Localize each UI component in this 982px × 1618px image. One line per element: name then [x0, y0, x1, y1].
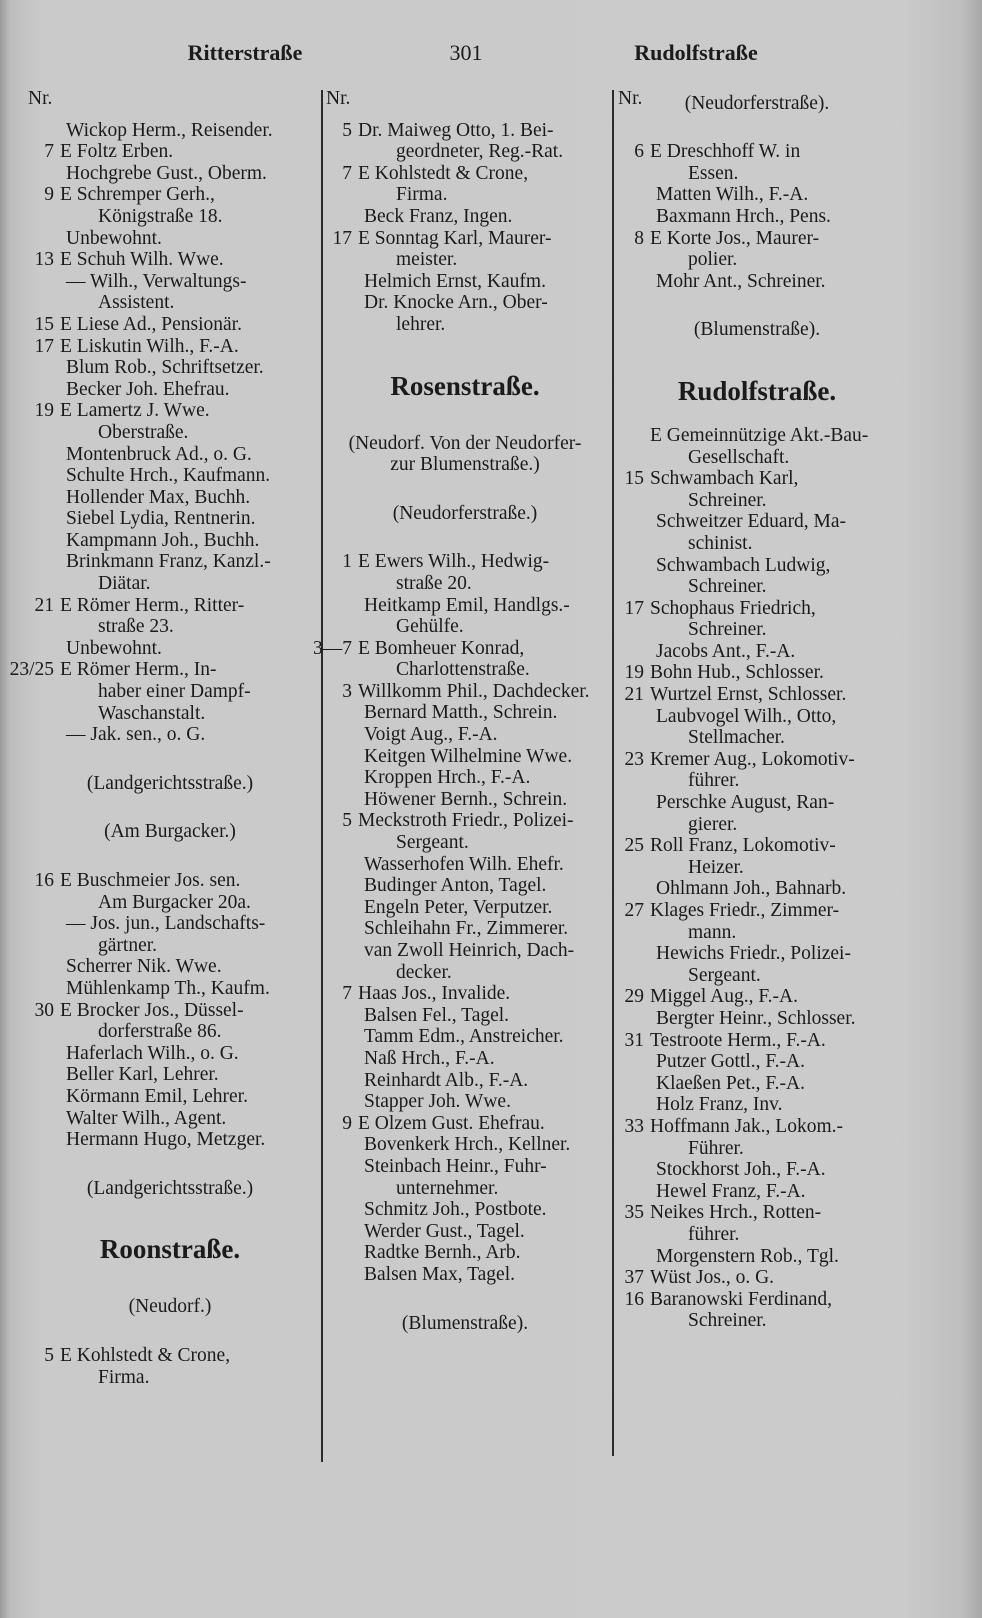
- house-number: 33: [624, 1115, 644, 1137]
- address-entry: [612, 662, 902, 684]
- continuation-line: Schreiner.: [688, 576, 767, 598]
- entry-text: E Ewers Wilh., Hedwig-: [358, 551, 550, 573]
- continuation-line: Schreiner.: [688, 1310, 767, 1332]
- resident-entry: Voigt Aug., F.-A.: [364, 724, 498, 746]
- continuation-line: Königstraße 18.: [98, 205, 223, 227]
- address-entry: [320, 810, 610, 832]
- continuation-line: Essen.: [688, 162, 739, 184]
- house-number: 1: [342, 551, 352, 573]
- resident-entry: Schweitzer Eduard, Ma-: [656, 511, 847, 533]
- column-header-nr: Nr.: [618, 88, 643, 109]
- resident-entry: Steinbach Heinr., Fuhr-: [364, 1155, 547, 1177]
- continuation-line: Sergeant.: [396, 832, 469, 854]
- address-entry: [320, 120, 610, 142]
- resident-entry: Tamm Edm., Anstreicher.: [364, 1026, 564, 1048]
- resident-entry: Siebel Lydia, Rentnerin.: [66, 508, 256, 530]
- resident-entry: Perschke August, Ran-: [656, 792, 835, 814]
- continuation-line: haber einer Dampf-: [98, 681, 251, 703]
- resident-entry: Stapper Joh. Wwe.: [364, 1091, 511, 1113]
- entry-text: E Liskutin Wilh., F.-A.: [60, 335, 239, 357]
- resident-entry: Balsen Max, Tagel.: [364, 1263, 515, 1285]
- address-entry: [612, 468, 902, 490]
- entry-text: Hoffmann Jak., Lokom.-: [650, 1115, 843, 1137]
- house-number: 37: [624, 1267, 644, 1289]
- house-number: 35: [624, 1202, 644, 1224]
- cross-street-note: (Blumenstraße).: [401, 1312, 529, 1334]
- page-number: 301: [449, 40, 483, 65]
- address-entry: [320, 1113, 610, 1135]
- address-entry: [22, 595, 318, 617]
- resident-entry: Walter Wilh., Agent.: [66, 1107, 227, 1129]
- entry-text: Bohn Hub., Schlosser.: [650, 662, 824, 684]
- resident-entry: Hewel Franz, F.-A.: [656, 1180, 806, 1202]
- house-number: 15: [34, 313, 54, 335]
- continuation-line: Oberstraße.: [98, 421, 189, 443]
- entry-text: E Brocker Jos., Düssel-: [60, 999, 244, 1021]
- resident-entry: Mohr Ant., Schreiner.: [656, 270, 826, 292]
- cross-street-note: (Neudorferstraße).: [684, 92, 830, 114]
- resident-entry: Kampmann Joh., Buchh.: [66, 529, 260, 551]
- house-number: 7: [342, 162, 352, 184]
- resident-entry: Hermann Hugo, Metzger.: [66, 1129, 266, 1151]
- resident-entry: Mühlenkamp Th., Kaufm.: [66, 977, 270, 999]
- cross-street-note: (Landgerichtsstraße.): [86, 1177, 254, 1199]
- entry-text: E Dreschhoff W. in: [650, 141, 801, 163]
- continuation-line: mann.: [688, 921, 737, 943]
- column-2: [313, 88, 610, 1361]
- resident-entry: Haferlach Wilh., o. G.: [66, 1042, 239, 1064]
- resident-entry: Brinkmann Franz, Kanzl.-: [66, 551, 271, 573]
- entry-text: Kremer Aug., Lokomotiv-: [650, 748, 855, 770]
- continuation-line: polier.: [688, 249, 738, 271]
- column-3: [612, 88, 902, 1332]
- address-entry: [612, 228, 902, 250]
- resident-entry: Stockhorst Joh., F.-A.: [656, 1159, 826, 1181]
- resident-entry: Dr. Knocke Arn., Ober-: [364, 292, 548, 314]
- house-number: 7: [342, 983, 352, 1005]
- address-entry: [22, 141, 318, 163]
- house-number: 25: [624, 835, 644, 857]
- address-entry: [22, 184, 318, 206]
- entry-text: Meckstroth Friedr., Polizei-: [358, 810, 574, 832]
- cross-street-note: (Am Burgacker.): [104, 821, 236, 843]
- street-heading: Roonstraße.: [99, 1234, 241, 1265]
- house-number: 9: [44, 184, 54, 206]
- continuation-line: Sergeant.: [688, 964, 761, 986]
- continuation-line: straße 23.: [98, 616, 174, 638]
- running-head-right: Rudolfstraße: [634, 40, 758, 65]
- house-number: 17: [332, 227, 352, 249]
- resident-entry: Putzer Gottl., F.-A.: [656, 1051, 806, 1073]
- resident-entry: Schmitz Joh., Postbote.: [364, 1199, 547, 1221]
- resident-entry: Reinhardt Alb., F.-A.: [364, 1069, 529, 1091]
- address-entry: [22, 336, 318, 358]
- address-entry: [612, 598, 902, 620]
- resident-entry: Höwener Bernh., Schrein.: [364, 788, 568, 810]
- resident-entry: Bovenkerk Hrch., Kellner.: [364, 1134, 571, 1156]
- continuation-line: lehrer.: [396, 313, 446, 335]
- resident-entry: Hochgrebe Gust., Oberm.: [66, 162, 267, 184]
- cross-street-note: zur Blumenstraße.): [390, 454, 540, 476]
- continuation-line: Stellmacher.: [688, 727, 785, 749]
- address-entry: [22, 870, 318, 892]
- resident-entry: Körmann Emil, Lehrer.: [66, 1085, 248, 1107]
- house-number: 16: [34, 870, 54, 891]
- address-entry: [612, 1030, 902, 1052]
- address-entry: [612, 1267, 902, 1289]
- resident-entry: — Jos. jun., Landschafts-: [66, 913, 266, 935]
- entry-text: E Römer Herm., Ritter-: [60, 594, 245, 616]
- entry-text: E Lamertz J. Wwe.: [60, 400, 210, 422]
- house-number: 15: [624, 468, 644, 490]
- resident-entry: Holz Franz, Inv.: [656, 1094, 783, 1116]
- continuation-line: Charlottenstraße.: [396, 659, 530, 681]
- resident-entry: Schleihahn Fr., Zimmerer.: [364, 918, 569, 940]
- continuation-line: decker.: [396, 961, 452, 983]
- entry-text: Wurtzel Ernst, Schlosser.: [650, 684, 847, 706]
- resident-entry: Montenbruck Ad., o. G.: [66, 443, 252, 465]
- resident-entry: Becker Joh. Ehefrau.: [66, 378, 230, 400]
- resident-entry: Heitkamp Emil, Handlgs.-: [364, 594, 570, 616]
- resident-entry: Hewichs Friedr., Polizei-: [656, 943, 851, 965]
- address-entry: [612, 1116, 902, 1138]
- address-entry: [320, 681, 610, 703]
- entry-text: E Bomheuer Konrad,: [358, 637, 525, 659]
- resident-entry: Schwambach Ludwig,: [656, 554, 831, 576]
- entry-text: Schophaus Friedrich,: [650, 597, 816, 619]
- house-number: 5: [44, 1344, 54, 1366]
- resident-entry: Unbewohnt.: [66, 637, 162, 659]
- entry-text: Baranowski Ferdinand,: [650, 1288, 832, 1310]
- entry-text: Neikes Hrch., Rotten-: [650, 1202, 822, 1224]
- resident-entry: Helmich Ernst, Kaufm.: [364, 270, 546, 292]
- resident-entry: Bergter Heinr., Schlosser.: [656, 1007, 856, 1029]
- entry-text: Haas Jos., Invalide.: [358, 983, 511, 1005]
- house-number: 8: [634, 227, 644, 249]
- address-entry: [22, 1345, 318, 1367]
- house-number: 27: [624, 900, 644, 921]
- address-entry: [612, 1202, 902, 1224]
- address-entry: [612, 900, 902, 922]
- address-entry: [612, 1289, 902, 1311]
- entry-text: Wüst Jos., o. G.: [650, 1267, 775, 1289]
- resident-entry: Schulte Hrch., Kaufmann.: [66, 465, 271, 487]
- address-entry: [22, 314, 318, 336]
- continuation-line: Heizer.: [688, 856, 744, 878]
- resident-entry: Balsen Fel., Tagel.: [364, 1004, 510, 1026]
- house-number: 23: [624, 748, 644, 770]
- address-entry: [22, 400, 318, 422]
- house-number: 5: [342, 119, 352, 141]
- entry-text: Testroote Herm., F.-A.: [650, 1029, 826, 1051]
- column-header-nr: Nr.: [28, 88, 53, 109]
- continuation-line: geordneter, Reg.-Rat.: [396, 141, 564, 163]
- house-number: 5: [342, 810, 352, 832]
- resident-entry: Beller Karl, Lehrer.: [66, 1064, 219, 1086]
- resident-entry: Hollender Max, Buchh.: [66, 486, 251, 508]
- resident-entry: — Jak. sen., o. G.: [66, 724, 206, 746]
- continuation-line: schinist.: [688, 532, 753, 554]
- resident-entry: Budinger Anton, Tagel.: [364, 875, 547, 897]
- continuation-line: Firma.: [396, 184, 448, 206]
- resident-entry: Naß Hrch., F.-A.: [364, 1047, 495, 1069]
- continuation-line: führer.: [688, 1223, 740, 1245]
- resident-entry: Klaeßen Pet., F.-A.: [656, 1072, 805, 1094]
- address-entry: [22, 1000, 318, 1022]
- continuation-line: Schreiner.: [688, 619, 767, 641]
- cross-street-note: (Landgerichtsstraße.): [86, 772, 254, 794]
- resident-entry: Unbewohnt.: [66, 227, 162, 249]
- entry-text: E Liese Ad., Pensionär.: [60, 313, 242, 335]
- address-entry: [22, 249, 318, 271]
- continuation-line: Am Burgacker 20a.: [98, 891, 251, 913]
- entry-text: Roll Franz, Lokomotiv-: [650, 835, 836, 857]
- resident-entry: Wickop Herm., Reisender.: [66, 119, 273, 141]
- continuation-line: dorferstraße 86.: [98, 1021, 222, 1043]
- house-number: 16: [624, 1288, 644, 1310]
- continuation-line: Diätar.: [98, 573, 151, 595]
- address-entry: [612, 835, 902, 857]
- continuation-line: Gesellschaft.: [688, 446, 790, 468]
- running-head-left: Ritterstraße: [187, 40, 303, 65]
- cross-street-note: (Neudorf. Von der Neudorfer-: [348, 432, 582, 454]
- continuation-line: Assistent.: [98, 292, 175, 314]
- continuation-line: Firma.: [98, 1366, 150, 1388]
- continuation-line: Führer.: [688, 1137, 744, 1159]
- address-entry: [320, 551, 610, 573]
- resident-entry: Jacobs Ant., F.-A.: [656, 640, 796, 662]
- house-number: 13: [34, 249, 54, 271]
- entry-text: Schwambach Karl,: [650, 468, 799, 490]
- continuation-line: Waschanstalt.: [98, 702, 206, 724]
- resident-entry: van Zwoll Heinrich, Dach-: [364, 940, 575, 961]
- continuation-line: Schreiner.: [688, 489, 767, 511]
- cross-street-note: (Blumenstraße).: [693, 319, 821, 341]
- resident-entry: Werder Gust., Tagel.: [364, 1220, 525, 1242]
- entry-text: E Korte Jos., Maurer-: [650, 227, 820, 249]
- entry-text: Miggel Aug., F.-A.: [650, 986, 798, 1008]
- entry-text: Klages Friedr., Zimmer-: [650, 900, 840, 921]
- resident-entry: Morgenstern Rob., Tgl.: [656, 1245, 839, 1267]
- address-entry: [612, 749, 902, 771]
- entry-text: E Olzem Gust. Ehefrau.: [358, 1112, 545, 1134]
- continuation-line: gärtner.: [98, 934, 158, 956]
- address-entry: [9, 659, 318, 681]
- entry-text: E Sonntag Karl, Maurer-: [358, 227, 552, 249]
- house-number: 6: [634, 141, 644, 163]
- continuation-line: meister.: [396, 249, 458, 271]
- entry-text: Dr. Maiweg Otto, 1. Bei-: [358, 119, 554, 141]
- cross-street-note: (Neudorf.): [128, 1296, 212, 1318]
- entry-text: E Gemeinnützige Akt.-Bau-: [650, 424, 869, 446]
- entry-text: E Römer Herm., In-: [60, 659, 217, 681]
- house-number: 21: [34, 594, 54, 616]
- house-number: 31: [624, 1029, 644, 1051]
- address-entry: [320, 163, 610, 185]
- resident-entry: Kroppen Hrch., F.-A.: [364, 767, 531, 789]
- house-number: 3—7: [313, 637, 352, 659]
- resident-entry: Wasserhofen Wilh. Ehefr.: [364, 853, 564, 875]
- resident-entry: Keitgen Wilhelmine Wwe.: [364, 745, 573, 767]
- continuation-line: unternehmer.: [396, 1177, 499, 1199]
- resident-entry: Matten Wilh., F.-A.: [656, 184, 809, 206]
- entry-text: E Kohlstedt & Crone,: [60, 1344, 231, 1366]
- entry-text: E Schremper Gerh.,: [60, 184, 215, 206]
- resident-entry: Ohlmann Joh., Bahnarb.: [656, 878, 847, 900]
- continuation-line: führer.: [688, 770, 740, 792]
- house-number: 30: [34, 999, 54, 1021]
- street-heading: Rudolfstraße.: [677, 375, 837, 406]
- resident-entry: — Wilh., Verwaltungs-: [66, 270, 247, 292]
- resident-entry: Blum Rob., Schriftsetzer.: [66, 357, 264, 379]
- house-number: 21: [624, 684, 644, 706]
- entry-text: E Schuh Wilh. Wwe.: [60, 249, 224, 271]
- street-heading: Rosenstraße.: [390, 370, 540, 401]
- entry-text: E Foltz Erben.: [60, 141, 174, 163]
- house-number: 9: [342, 1112, 352, 1134]
- address-entry: [320, 228, 610, 250]
- entry-text: Willkomm Phil., Dachdecker.: [358, 680, 590, 702]
- address-entry: [612, 141, 902, 163]
- resident-entry: Beck Franz, Ingen.: [364, 205, 513, 227]
- address-entry: [320, 983, 610, 1005]
- continuation-line: straße 20.: [396, 572, 472, 594]
- house-number: 7: [44, 141, 54, 163]
- continuation-line: gierer.: [688, 813, 738, 835]
- column-header-nr: Nr.: [326, 88, 351, 109]
- resident-entry: Baxmann Hrch., Pens.: [656, 205, 831, 227]
- address-entry: [313, 637, 610, 660]
- resident-entry: Scherrer Nik. Wwe.: [66, 956, 222, 978]
- address-entry: [612, 425, 902, 447]
- entry-text: E Buschmeier Jos. sen.: [60, 870, 241, 891]
- resident-entry: Engeln Peter, Verputzer.: [364, 896, 553, 918]
- house-number: 23/25: [9, 659, 54, 681]
- address-entry: [612, 684, 902, 706]
- resident-entry: Bernard Matth., Schrein.: [364, 702, 558, 724]
- resident-entry: Radtke Bernh., Arb.: [364, 1242, 521, 1264]
- house-number: 29: [624, 986, 644, 1008]
- house-number: 3: [342, 680, 352, 702]
- column-1: [9, 88, 318, 1388]
- continuation-line: Gehülfe.: [396, 616, 464, 638]
- house-number: 17: [624, 597, 644, 619]
- cross-street-note: (Neudorferstraße.): [392, 502, 538, 524]
- entry-text: E Kohlstedt & Crone,: [358, 162, 529, 184]
- resident-entry: Laubvogel Wilh., Otto,: [656, 705, 837, 727]
- house-number: 17: [34, 335, 54, 357]
- house-number: 19: [34, 400, 54, 422]
- address-entry: [612, 986, 902, 1008]
- house-number: 19: [624, 662, 644, 684]
